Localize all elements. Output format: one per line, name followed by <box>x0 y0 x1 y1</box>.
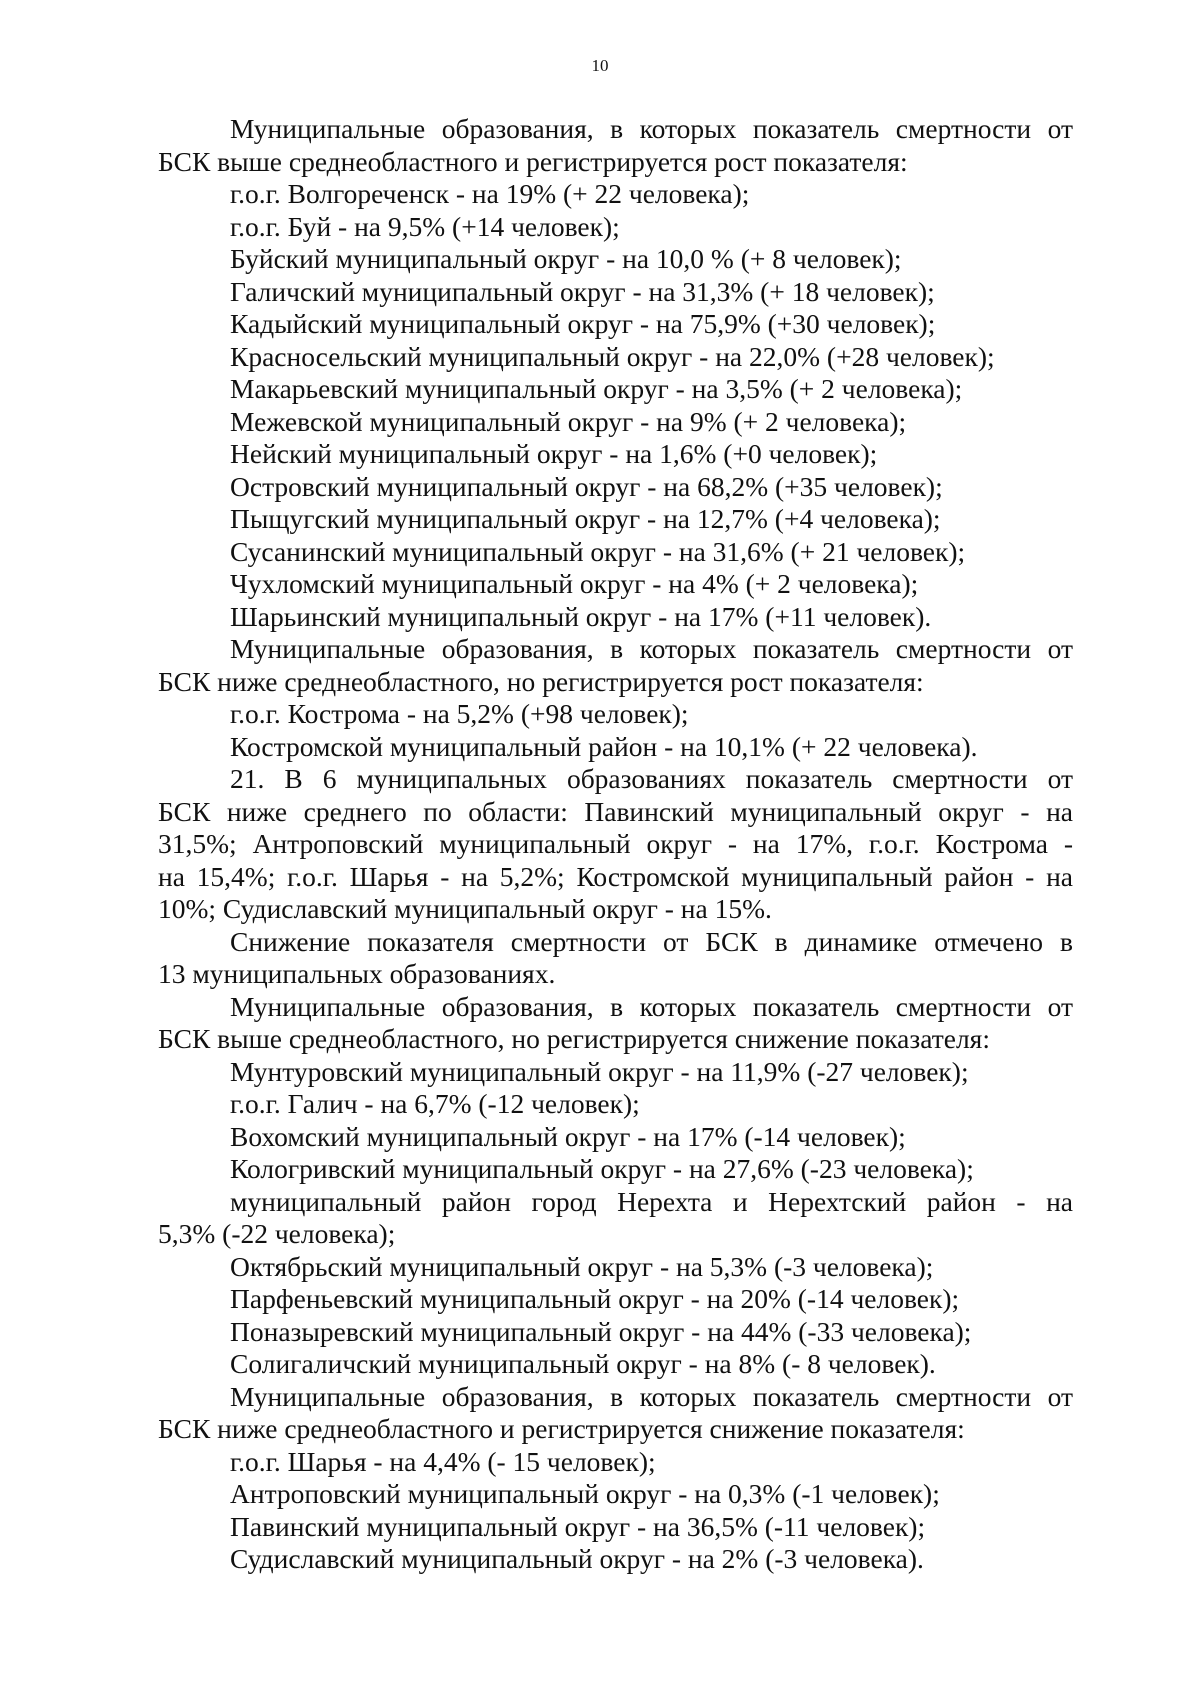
text-line: Парфеньевский муниципальный округ - на 20% (-14 человек); <box>230 1283 960 1314</box>
text-line: Чухломский муниципальный округ - на 4% (+ 2 человека); <box>230 568 919 599</box>
text-line: Судиславский муниципальный округ - на 2% (-3 человека). <box>230 1543 924 1574</box>
text-line: Кологривский муниципальный округ - на 27,6% (-23 человека); <box>230 1153 974 1184</box>
text-line: г.о.г. Буй - на 9,5% (+14 человек); <box>230 210 620 242</box>
text-line: Октябрьский муниципальный округ - на 5,3% (-3 человека); <box>230 1250 934 1282</box>
page-number: 10 <box>591 56 609 75</box>
text-line: Вохомский муниципальный округ - на 17% (-14 человек); <box>230 1120 906 1152</box>
text-line: Островский муниципальный округ - на 68,2% (+35 человек); <box>230 470 943 502</box>
text-line: Муниципальные образования, в которых показатель смертности от <box>230 113 1073 144</box>
text-line: г.о.г. Волгореченск - на 19% (+ 22 человека); <box>230 178 750 209</box>
text-line: на 15,4%; г.о.г. Шарья - на 5,2%; Костромской муниципальный район - на <box>158 860 1073 892</box>
text-line: 21. В 6 муниципальных образованиях показатель смертности от <box>230 763 1073 794</box>
text-line: муниципальный район город Нерехта и Нерехтский район - на <box>230 1185 1073 1217</box>
document-body <box>158 113 1073 1576</box>
text-line: Красносельский муниципальный округ - на 22,0% (+28 человек); <box>230 340 995 372</box>
text-line: БСК ниже среднего по области: Павинский муниципальный округ - на <box>158 795 1073 827</box>
text-line: Снижение показателя смертности от БСК в динамике отмечено в <box>230 925 1073 957</box>
text-line: Муниципальные образования, в которых показатель смертности от <box>230 1380 1073 1412</box>
text-line: 13 муниципальных образованиях. <box>158 958 556 989</box>
text-line: Поназыревский муниципальный округ - на 44% (-33 человека); <box>230 1315 972 1347</box>
text-line: БСК ниже среднеобластного и регистрируется снижение показателя: <box>158 1413 965 1444</box>
text-line: БСК выше среднеобластного, но регистрируется снижение показателя: <box>158 1023 990 1054</box>
text-line: Мунтуровский муниципальный округ - на 11,9% (-27 человек); <box>230 1055 969 1087</box>
text-line: Буйский муниципальный округ - на 10,0 % (+ 8 человек); <box>230 243 902 274</box>
text-line: Кадыйский муниципальный округ - на 75,9% (+30 человек); <box>230 308 936 339</box>
text-line: г.о.г. Кострома - на 5,2% (+98 человек); <box>230 698 689 729</box>
text-line: БСК ниже среднеобластного, но регистрируется рост показателя: <box>158 665 924 697</box>
text-line: Муниципальные образования, в которых показатель смертности от <box>230 990 1073 1022</box>
text-line: г.о.г. Шарья - на 4,4% (- 15 человек); <box>230 1445 656 1477</box>
text-line: Павинский муниципальный округ - на 36,5% (-11 человек); <box>230 1510 926 1542</box>
text-line: 31,5%; Антроповский муниципальный округ - на 17%, г.о.г. Кострома - <box>158 828 1073 859</box>
text-line: г.о.г. Галич - на 6,7% (-12 человек); <box>230 1088 640 1119</box>
text-line: Пыщугский муниципальный округ - на 12,7% (+4 человека); <box>230 503 941 534</box>
text-line: Сусанинский муниципальный округ - на 31,6% (+ 21 человек); <box>230 535 966 567</box>
text-line: 5,3% (-22 человека); <box>158 1218 396 1249</box>
text-line: Муниципальные образования, в которых показатель смертности от <box>230 633 1073 664</box>
text-line: Солигаличский муниципальный округ - на 8% (- 8 человек). <box>230 1348 936 1379</box>
text-line: Шарьинский муниципальный округ - на 17% (+11 человек). <box>230 600 932 632</box>
text-line: Межевской муниципальный округ - на 9% (+ 2 человека); <box>230 405 907 437</box>
text-line: Костромской муниципальный район - на 10,1% (+ 22 человека). <box>230 730 978 762</box>
text-line: Нейский муниципальный округ - на 1,6% (+0 человек); <box>230 438 878 469</box>
text-line: 10%; Судиславский муниципальный округ - на 15%. <box>158 893 772 924</box>
text-line: Макарьевский муниципальный округ - на 3,5% (+ 2 человека); <box>230 373 963 404</box>
text-line: Галичский муниципальный округ - на 31,3% (+ 18 человек); <box>230 275 935 307</box>
text-line: Антроповский муниципальный округ - на 0,3% (-1 человек); <box>230 1478 940 1509</box>
text-line: БСК выше среднеобластного и регистрируется рост показателя: <box>158 145 908 177</box>
